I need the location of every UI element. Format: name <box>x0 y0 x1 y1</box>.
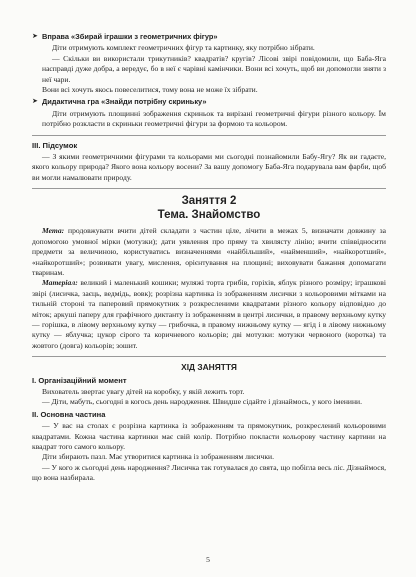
material-text: великий і маленький кошики; муляжі торта грибів, горіхів, яблук різного розміру; іграшкові звірі (лисичка, заєць, ведмідь, вовк); розрізна картинка із зображенням лисички з кольоровими мітками на тильній стороні та паперовий прямокутник з розкресленими квадратами різного кольору відповідно до міток; аркуші паперу для графічного диктанту із зображенням в центрі лисички, в правому верхньому кутку — горішка, в лівому верхньому кутку — грибочка, в правому нижньому кутку — ягід і в лівому нижньому кутку — яблучка; цукор сірого та коричневого кольорів; дві мотузки: мотузки червоного (коротка) та жовтого (довга) кольорів; зошит. <box>32 278 386 350</box>
exercise-paragraph: — Скільки ви використали трикутників? квадратів? кругів? Лісові звірі повідомили, що Баба-Яга насправді дуже добра, а вередує, бо в неї є чарівні камінчики. Вони всі хочуть, щоб ви допомогли зняти з неї чари. <box>42 53 386 84</box>
exercise-body <box>42 43 386 95</box>
section-1-heading: І. Організаційний момент <box>32 375 127 385</box>
section-1-paragraph: Вихователь звертає увагу дітей на коробку, у якій лежить торт. <box>42 386 245 396</box>
section-2-paragraph: Діти збирають пазл. Має утворитися картинка із зображенням лисички. <box>42 452 274 462</box>
section-2-paragraph: — У кого ж сьогодні день народження? Лисичка так готувалася до свята, що побігла весь ліс. Дізнаймося, що вона назбирала. <box>32 462 386 483</box>
exercise-title: Вправа «Збирай іграшки з геометричних фігур» <box>42 32 218 41</box>
exercise-heading <box>32 32 386 42</box>
material-label: Матеріал: <box>42 278 78 288</box>
summary-paragraph: — З якими геометричними фігурами та кольорами ми сьогодні познайомили Бабу-Ягу? Як ви гадаєте, якого кольору природа? Якого вона кольору восени? За вашу допомогу Баба-Яга подарувала вам фарби, щоб ви могли намалювати природу. <box>32 152 386 182</box>
arrow-bullet-icon: ➤ <box>32 33 38 40</box>
game-title: Дидактична гра «Знайди потрібну скриньку» <box>42 97 207 107</box>
exercise-paragraph: Вони всі хочуть якось повеселитися, тому вона не може їх зібрати. <box>42 85 258 95</box>
lesson-title: Заняття 2 <box>181 195 237 208</box>
section-divider <box>32 188 386 189</box>
material-paragraph <box>32 278 386 351</box>
section-divider <box>32 135 386 136</box>
summary-heading: III. Підсумок <box>32 140 78 150</box>
goal-text: продовжувати вчити дітей складати з частин ціле, лічити в межах 5, визначати довжину за допомогою умовної мірки (мотузки); дати уявлення про пряму та хвилясту лінію; вчити співвідносити предмети за величиною, користуватись визначеннями «найбільший», «найменший», «найкоротший», «найкоротший»; розвивати увагу, мислення, орієнтування на площині; виховувати бажання допомагати тваринам. <box>32 226 386 277</box>
exercise-paragraph: Діти отримують комплект геометричних фігур та картинку, яку потрібно зібрати. <box>52 43 315 53</box>
game-paragraph: Діти отримують площинні зображення скриньок та вирізані геометричні фігури різного кольору. Їм потрібно розкласти в скриньки геометричні фігури за формою та кольором. <box>42 108 386 129</box>
goal-paragraph <box>32 226 386 278</box>
goal-label: Мета: <box>42 226 65 236</box>
section-2-paragraph: — У вас на столах є розрізна картинка із зображенням та прямокутник, розкреслений кольоровими квадратами. Кожна частина картинки має свій колір. Потрібно покласти кольорову частину картини на квадрат того самого кольору. <box>32 421 386 451</box>
section-1-paragraph: — Діти, мабуть, сьогодні в когось день народження. Швидше сідайте і дізнаймось, у кого іменини. <box>42 397 363 407</box>
arrow-bullet-icon: ➤ <box>32 98 38 106</box>
game-body <box>42 109 386 130</box>
section-divider <box>32 356 386 357</box>
page-number: 5 <box>206 554 210 564</box>
section-2-heading: ІІ. Основна частина <box>32 409 106 419</box>
game-heading <box>32 97 386 107</box>
course-heading: ХІД ЗАНЯТТЯ <box>181 362 237 373</box>
lesson-topic: Тема. Знайомство <box>157 209 261 222</box>
